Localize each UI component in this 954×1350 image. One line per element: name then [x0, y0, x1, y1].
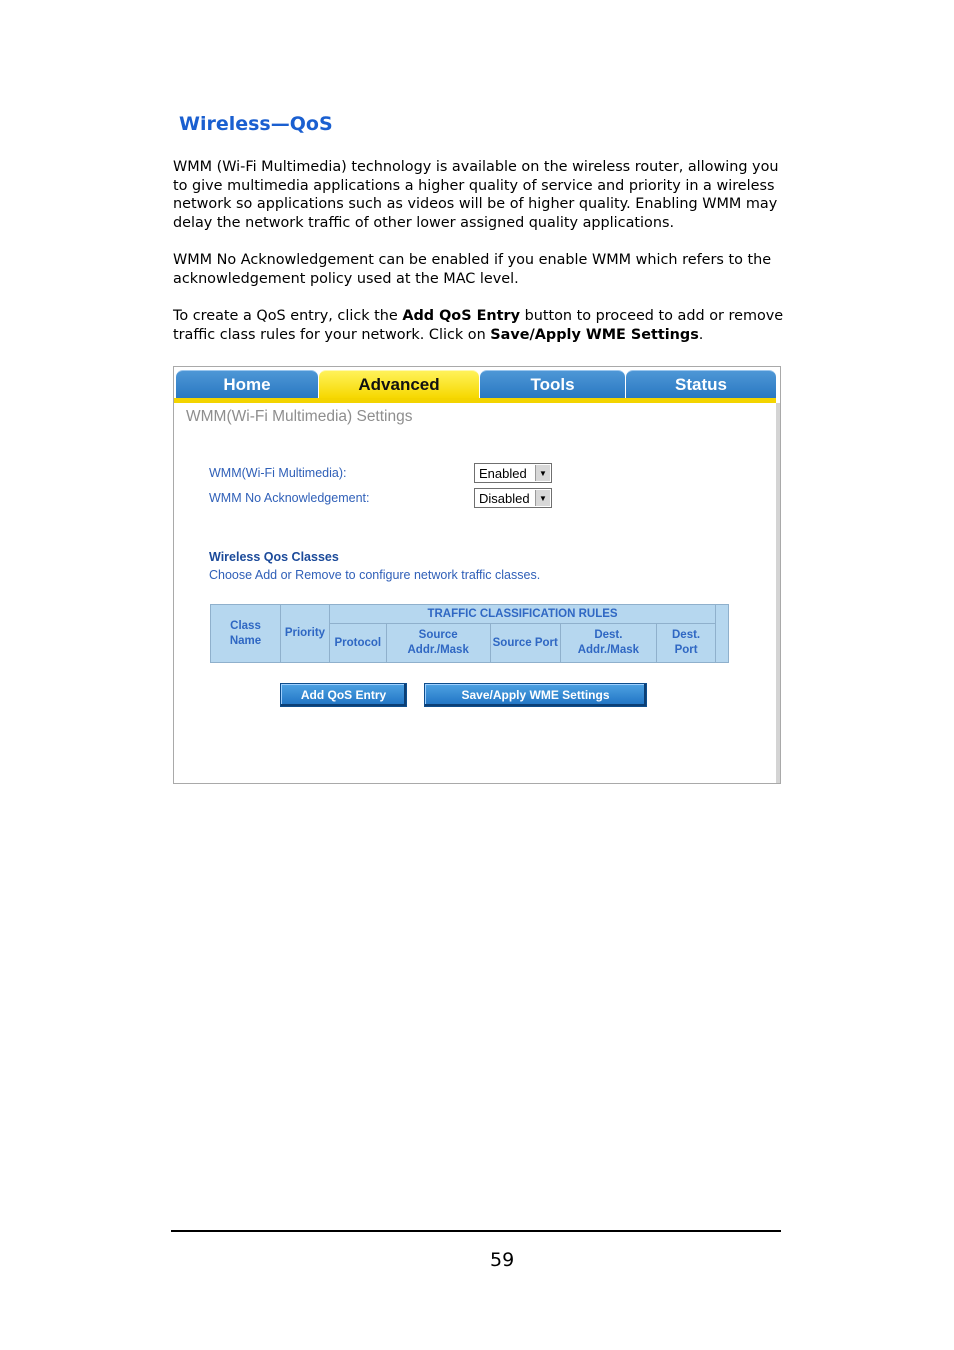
column-priority: Priority — [281, 605, 330, 663]
instructions-text-1: To create a QoS entry, click the — [173, 308, 403, 324]
page-number: 59 — [490, 1249, 515, 1271]
instructions-text-3: . — [698, 326, 704, 343]
ack-paragraph: WMM No Acknowledgement can be enabled if you enable WMM which refers to the acknowledgement policy used at the MAC level. — [173, 252, 772, 287]
add-qos-entry-button[interactable]: Add QoS Entry — [280, 683, 407, 707]
router-ui-screenshot — [173, 366, 781, 784]
column-class-name: Class Name — [211, 605, 281, 663]
column-dest-port: Dest. Port — [656, 624, 715, 663]
section-heading: WMM(Wi-Fi Multimedia) Settings — [186, 408, 413, 425]
column-dest-addr: Dest. Addr./Mask — [560, 624, 656, 663]
wmm-label: WMM(Wi-Fi Multimedia): — [209, 466, 347, 480]
page-title: Wireless—QoS — [179, 113, 333, 135]
footer-divider — [171, 1230, 781, 1232]
instructions-text-2: button to proceed to add or remove traffic class rules for your network. Click on — [173, 308, 784, 343]
qos-rules-table — [210, 604, 729, 663]
instructions-paragraph — [173, 307, 785, 344]
table-edge-cell — [716, 605, 729, 663]
wmm-select-value: Enabled — [479, 466, 527, 481]
traffic-rules-group-header: TRAFFIC CLASSIFICATION RULES — [329, 605, 715, 624]
tab-tools[interactable]: Tools — [480, 370, 625, 398]
tab-advanced[interactable]: Advanced — [319, 370, 479, 398]
wmm-select[interactable] — [474, 463, 552, 483]
instructions-bold-save: Save/Apply WME Settings — [490, 326, 699, 343]
wmm-no-ack-select[interactable] — [474, 488, 552, 508]
save-apply-wme-button[interactable]: Save/Apply WME Settings — [424, 683, 647, 707]
column-protocol: Protocol — [329, 624, 386, 663]
wmm-no-ack-select-value: Disabled — [479, 491, 530, 506]
tab-underline — [174, 398, 776, 403]
scrollbar-track — [776, 403, 780, 783]
chevron-down-icon: ▼ — [535, 490, 550, 506]
column-source-addr: Source Addr./Mask — [386, 624, 490, 663]
chevron-down-icon: ▼ — [535, 465, 550, 481]
tab-home[interactable]: Home — [176, 370, 318, 398]
tab-status[interactable]: Status — [626, 370, 776, 398]
column-source-port: Source Port — [490, 624, 560, 663]
wmm-no-ack-label: WMM No Acknowledgement: — [209, 491, 370, 505]
qos-classes-description: Choose Add or Remove to configure network traffic classes. — [209, 568, 541, 582]
tab-bar — [174, 367, 780, 397]
intro-paragraph: WMM (Wi-Fi Multimedia) technology is available on the wireless router, allowing you to give multimedia applications a higher quality of service and priority in a wireless network so applications such as videos will be of higher quality. Enabling WMM may delay the network traffic of other lower assigned quality applications. — [173, 159, 779, 231]
qos-classes-heading: Wireless Qos Classes — [209, 550, 339, 564]
instructions-bold-add: Add QoS Entry — [402, 308, 521, 324]
